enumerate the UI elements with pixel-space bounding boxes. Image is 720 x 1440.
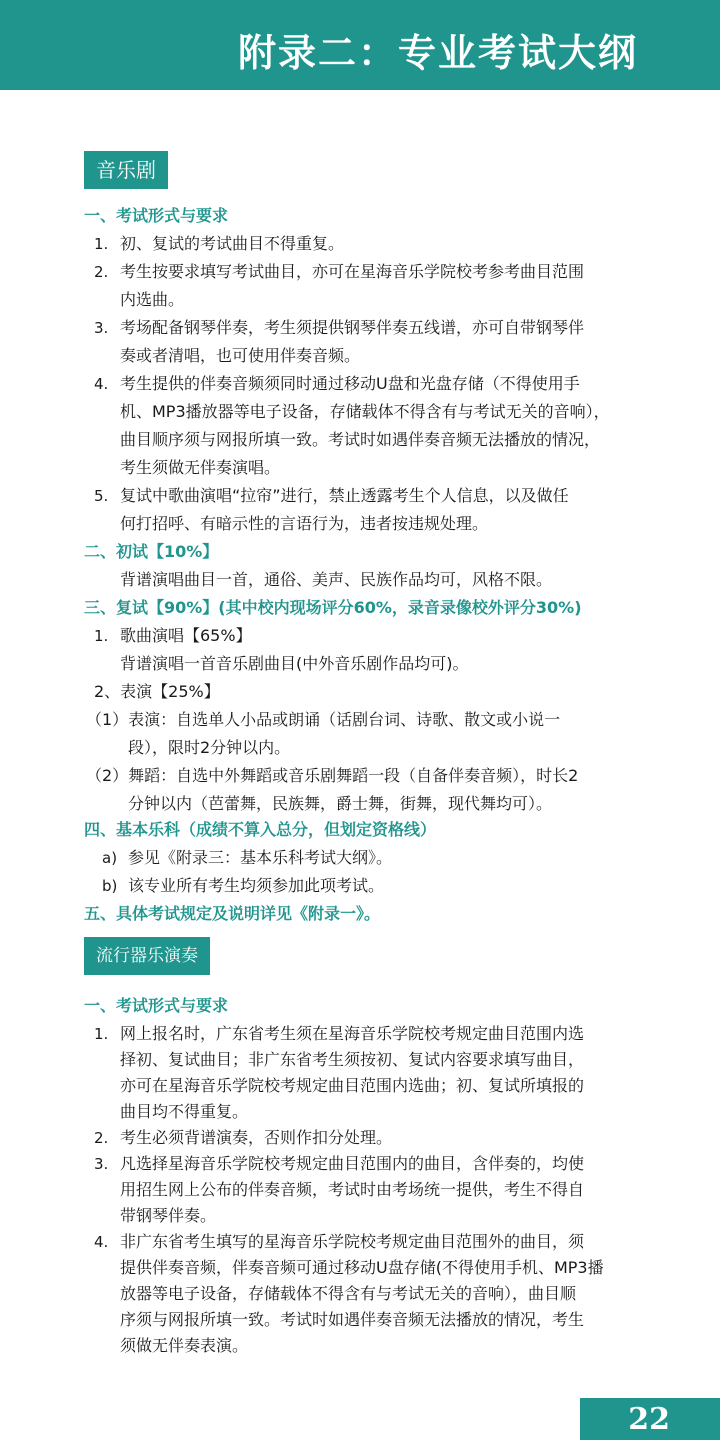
list-item: （1）表演：自选单人小品或朗诵（话剧台词、诗歌、散文或小说一 xyxy=(86,710,561,729)
heading-exam-form: 一、考试形式与要求 xyxy=(84,206,229,225)
list-number: 4. xyxy=(94,1233,109,1251)
list-item-cont: 内选曲。 xyxy=(120,290,185,309)
list-item: 2、表演【25%】 xyxy=(94,682,220,701)
list-item: 参见《附录三：基本乐科考试大纲》。 xyxy=(128,848,393,867)
page-number: 22 xyxy=(628,1402,670,1437)
list-item: 考生提供的伴奏音频须同时通过移动U盘和光盘存储（不得使用手 xyxy=(120,374,580,393)
list-number: 1. xyxy=(94,627,109,645)
list-item: 非广东省考生填写的星海音乐学院校考规定曲目范围外的曲目，须 xyxy=(120,1232,585,1251)
list-item-cont: 序须与网报所填一致。考试时如遇伴奏音频无法播放的情况，考生 xyxy=(120,1310,585,1329)
list-item-cont: 用招生网上公布的伴奏音频，考试时由考场统一提供，考生不得自 xyxy=(120,1180,585,1199)
list-number: 1. xyxy=(94,235,109,253)
heading-retest: 三、复试【90%】(其中校内现场评分60%，录音录像校外评分30%) xyxy=(84,598,582,617)
prelim-text: 背谱演唱曲目一首，通俗、美声、民族作品均可，风格不限。 xyxy=(120,570,553,589)
section-tag-pop: 流行器乐演奏 xyxy=(84,937,210,975)
list-number: 2. xyxy=(94,263,109,281)
list-item-cont: 须做无伴奏表演。 xyxy=(120,1336,249,1355)
list-item: 网上报名时，广东省考生须在星海音乐学院校考规定曲目范围内选 xyxy=(120,1024,585,1043)
list-item-cont: 奏或者清唱，也可使用伴奏音频。 xyxy=(120,346,361,365)
list-item-cont: 背谱演唱一首音乐剧曲目(中外音乐剧作品均可)。 xyxy=(120,654,469,673)
heading-exam-form: 一、考试形式与要求 xyxy=(84,996,229,1015)
list-number: 4. xyxy=(94,375,109,393)
list-item-cont: 放器等电子设备，存储载体不得含有与考试无关的音响），曲目顺 xyxy=(120,1284,577,1303)
list-number: 2. xyxy=(94,1129,109,1147)
list-number: a) xyxy=(102,849,118,867)
list-item-cont: 曲目均不得重复。 xyxy=(120,1102,249,1121)
list-number: b) xyxy=(102,877,118,895)
list-item: 考场配备钢琴伴奏，考生须提供钢琴伴奏五线谱，亦可自带钢琴伴 xyxy=(120,318,585,337)
list-item-cont: 考生须做无伴奏演唱。 xyxy=(120,458,281,477)
list-item: 复试中歌曲演唱“拉帘”进行，禁止透露考生个人信息，以及做任 xyxy=(120,486,569,505)
heading-basic-music: 四、基本乐科（成绩不算入总分，但划定资格线） xyxy=(84,820,437,839)
list-item: 该专业所有考生均须参加此项考试。 xyxy=(128,876,385,895)
list-item-cont: 择初、复试曲目；非广东省考生须按初、复试内容要求填写曲目， xyxy=(120,1050,585,1069)
list-number: 3. xyxy=(94,1155,109,1173)
page-title: 附录二：专业考试大纲 xyxy=(237,30,638,75)
list-item: 凡选择星海音乐学院校考规定曲目范围内的曲目，含伴奏的，均使 xyxy=(120,1154,585,1173)
list-item-cont: 段），限时2分钟以内。 xyxy=(128,738,291,757)
list-item: 初、复试的考试曲目不得重复。 xyxy=(120,234,345,253)
list-item: （2）舞蹈：自选中外舞蹈或音乐剧舞蹈一段（自备伴奏音频），时长2 xyxy=(86,766,579,785)
list-item-cont: 带钢琴伴奏。 xyxy=(120,1206,217,1225)
list-item: 考生必须背谱演奏，否则作扣分处理。 xyxy=(120,1128,393,1147)
list-number: 1. xyxy=(94,1025,109,1043)
list-item-cont: 曲目顺序须与网报所填一致。考试时如遇伴奏音频无法播放的情况， xyxy=(120,430,601,449)
list-item-cont: 亦可在星海音乐学院校考规定曲目范围内选曲；初、复试所填报的 xyxy=(120,1076,585,1095)
list-number: 3. xyxy=(94,319,109,337)
list-item: 歌曲演唱【65%】 xyxy=(120,626,252,645)
list-item-cont: 何打招呼、有暗示性的言语行为，违者按违规处理。 xyxy=(120,514,489,533)
list-item-cont: 机、MP3播放器等电子设备，存储载体不得含有与考试无关的音响）， xyxy=(120,402,610,421)
list-item: 考生按要求填写考试曲目，亦可在星海音乐学院校考参考曲目范围 xyxy=(120,262,585,281)
heading-prelim: 二、初试【10%】 xyxy=(84,542,219,561)
list-item-cont: 提供伴奏音频，伴奏音频可通过移动U盘存储(不得使用手机、MP3播 xyxy=(120,1258,604,1277)
section-tag-musical: 音乐剧 xyxy=(84,151,168,189)
list-number: 5. xyxy=(94,487,109,505)
list-item-cont: 分钟以内（芭蕾舞，民族舞，爵士舞，街舞，现代舞均可）。 xyxy=(128,794,553,813)
heading-rules: 五、具体考试规定及说明详见《附录一》。 xyxy=(84,904,381,923)
